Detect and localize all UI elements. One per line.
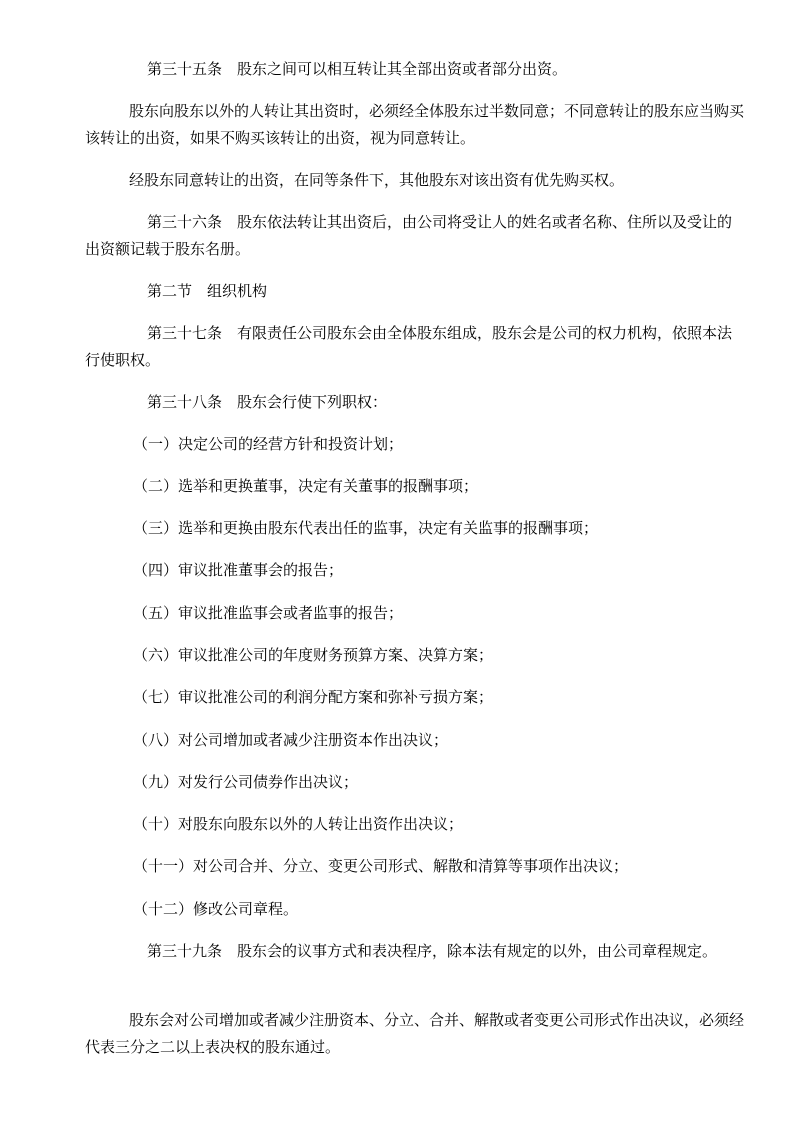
- list-item-12: （十二）修改公司章程。: [133, 900, 299, 918]
- article-35-number: 第三十五条: [147, 60, 223, 78]
- list-item-9: （九）对发行公司债券作出决议；: [133, 773, 359, 791]
- list-item-10: （十）对股东向股东以外的人转让出资作出决议；: [133, 815, 464, 833]
- article-38-text: 股东会行使下列职权：: [237, 393, 388, 411]
- article-36-paragraph: [85, 209, 745, 263]
- list-item-4: （四）审议批准董事会的报告；: [133, 561, 344, 579]
- list-item-5: （五）审议批准监事会或者监事的报告；: [133, 604, 404, 622]
- article-38-paragraph: [85, 389, 745, 416]
- section-2-title: 组织机构: [207, 282, 268, 300]
- article-36-number: 第三十六条: [147, 213, 223, 231]
- list-item-11: （十一）对公司合并、分立、变更公司形式、解散和清算等事项作出决议；: [133, 857, 629, 875]
- list-item-8: （八）对公司增加或者减少注册资本作出决议；: [133, 731, 449, 749]
- article-38-number: 第三十八条: [147, 393, 223, 411]
- list-item-1: （一）决定公司的经营方针和投资计划；: [133, 435, 404, 453]
- transfer-consent-paragraph: 股东向股东以外的人转让其出资时，必须经全体股东过半数同意；不同意转让的股东应当购买该转让的出资，如果不购买该转让的出资，视为同意转让。: [85, 102, 745, 147]
- article-37-number: 第三十七条: [147, 324, 223, 342]
- article-35-paragraph: [85, 56, 745, 83]
- article-39-text: 股东会的议事方式和表决程序，除本法有规定的以外，由公司章程规定。: [237, 942, 718, 960]
- preemptive-right-paragraph: 经股东同意转让的出资，在同等条件下，其他股东对该出资有优先购买权。: [129, 171, 625, 189]
- article-37-paragraph: [85, 320, 745, 374]
- article-37-text: 有限责任公司股东会由全体股东组成，股东会是公司的权力机构，依照本法行使职权。: [85, 324, 733, 369]
- article-36-text: 股东依法转让其出资后，由公司将受让人的姓名或者名称、住所以及受让的出资额记载于股东名册。: [85, 213, 733, 258]
- list-item-6: （六）审议批准公司的年度财务预算方案、决算方案；: [133, 646, 494, 664]
- section-2-number: 第二节: [147, 282, 193, 300]
- section-2-heading: [85, 278, 745, 305]
- two-thirds-vote-paragraph: 股东会对公司增加或者减少注册资本、分立、合并、解散或者变更公司形式作出决议，必须经代表三分之二以上表决权的股东通过。: [85, 1011, 745, 1056]
- list-item-7: （七）审议批准公司的利润分配方案和弥补亏损方案；: [133, 688, 494, 706]
- list-item-3: （三）选举和更换由股东代表出任的监事，决定有关监事的报酬事项；: [133, 519, 599, 537]
- list-item-2: （二）选举和更换董事，决定有关董事的报酬事项；: [133, 477, 479, 495]
- article-39-paragraph: [85, 938, 745, 965]
- article-39-number: 第三十九条: [147, 942, 223, 960]
- article-35-text: 股东之间可以相互转让其全部出资或者部分出资。: [237, 60, 568, 78]
